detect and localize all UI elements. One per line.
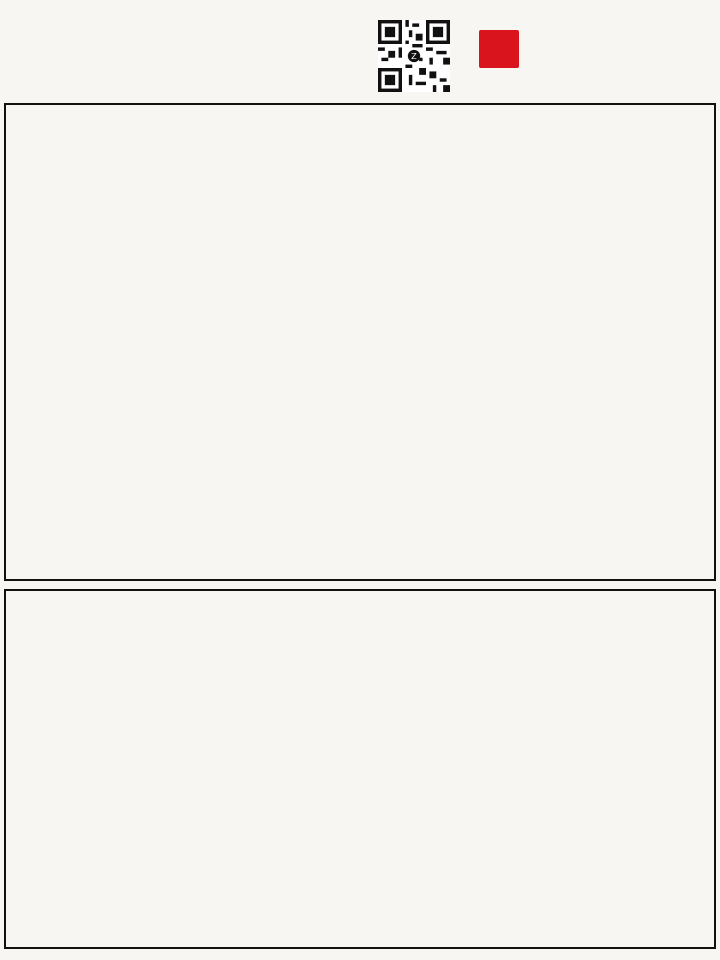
- name-line: [12, 10, 352, 25]
- header: [12, 10, 352, 48]
- pillar-chart: [4, 103, 716, 581]
- seal-icon: [479, 30, 519, 68]
- svg-text:Z: Z: [411, 51, 417, 62]
- qr-code-icon: [378, 20, 450, 92]
- gender-line: [12, 25, 352, 40]
- year-table: [4, 589, 716, 949]
- brand-logo: [476, 6, 712, 98]
